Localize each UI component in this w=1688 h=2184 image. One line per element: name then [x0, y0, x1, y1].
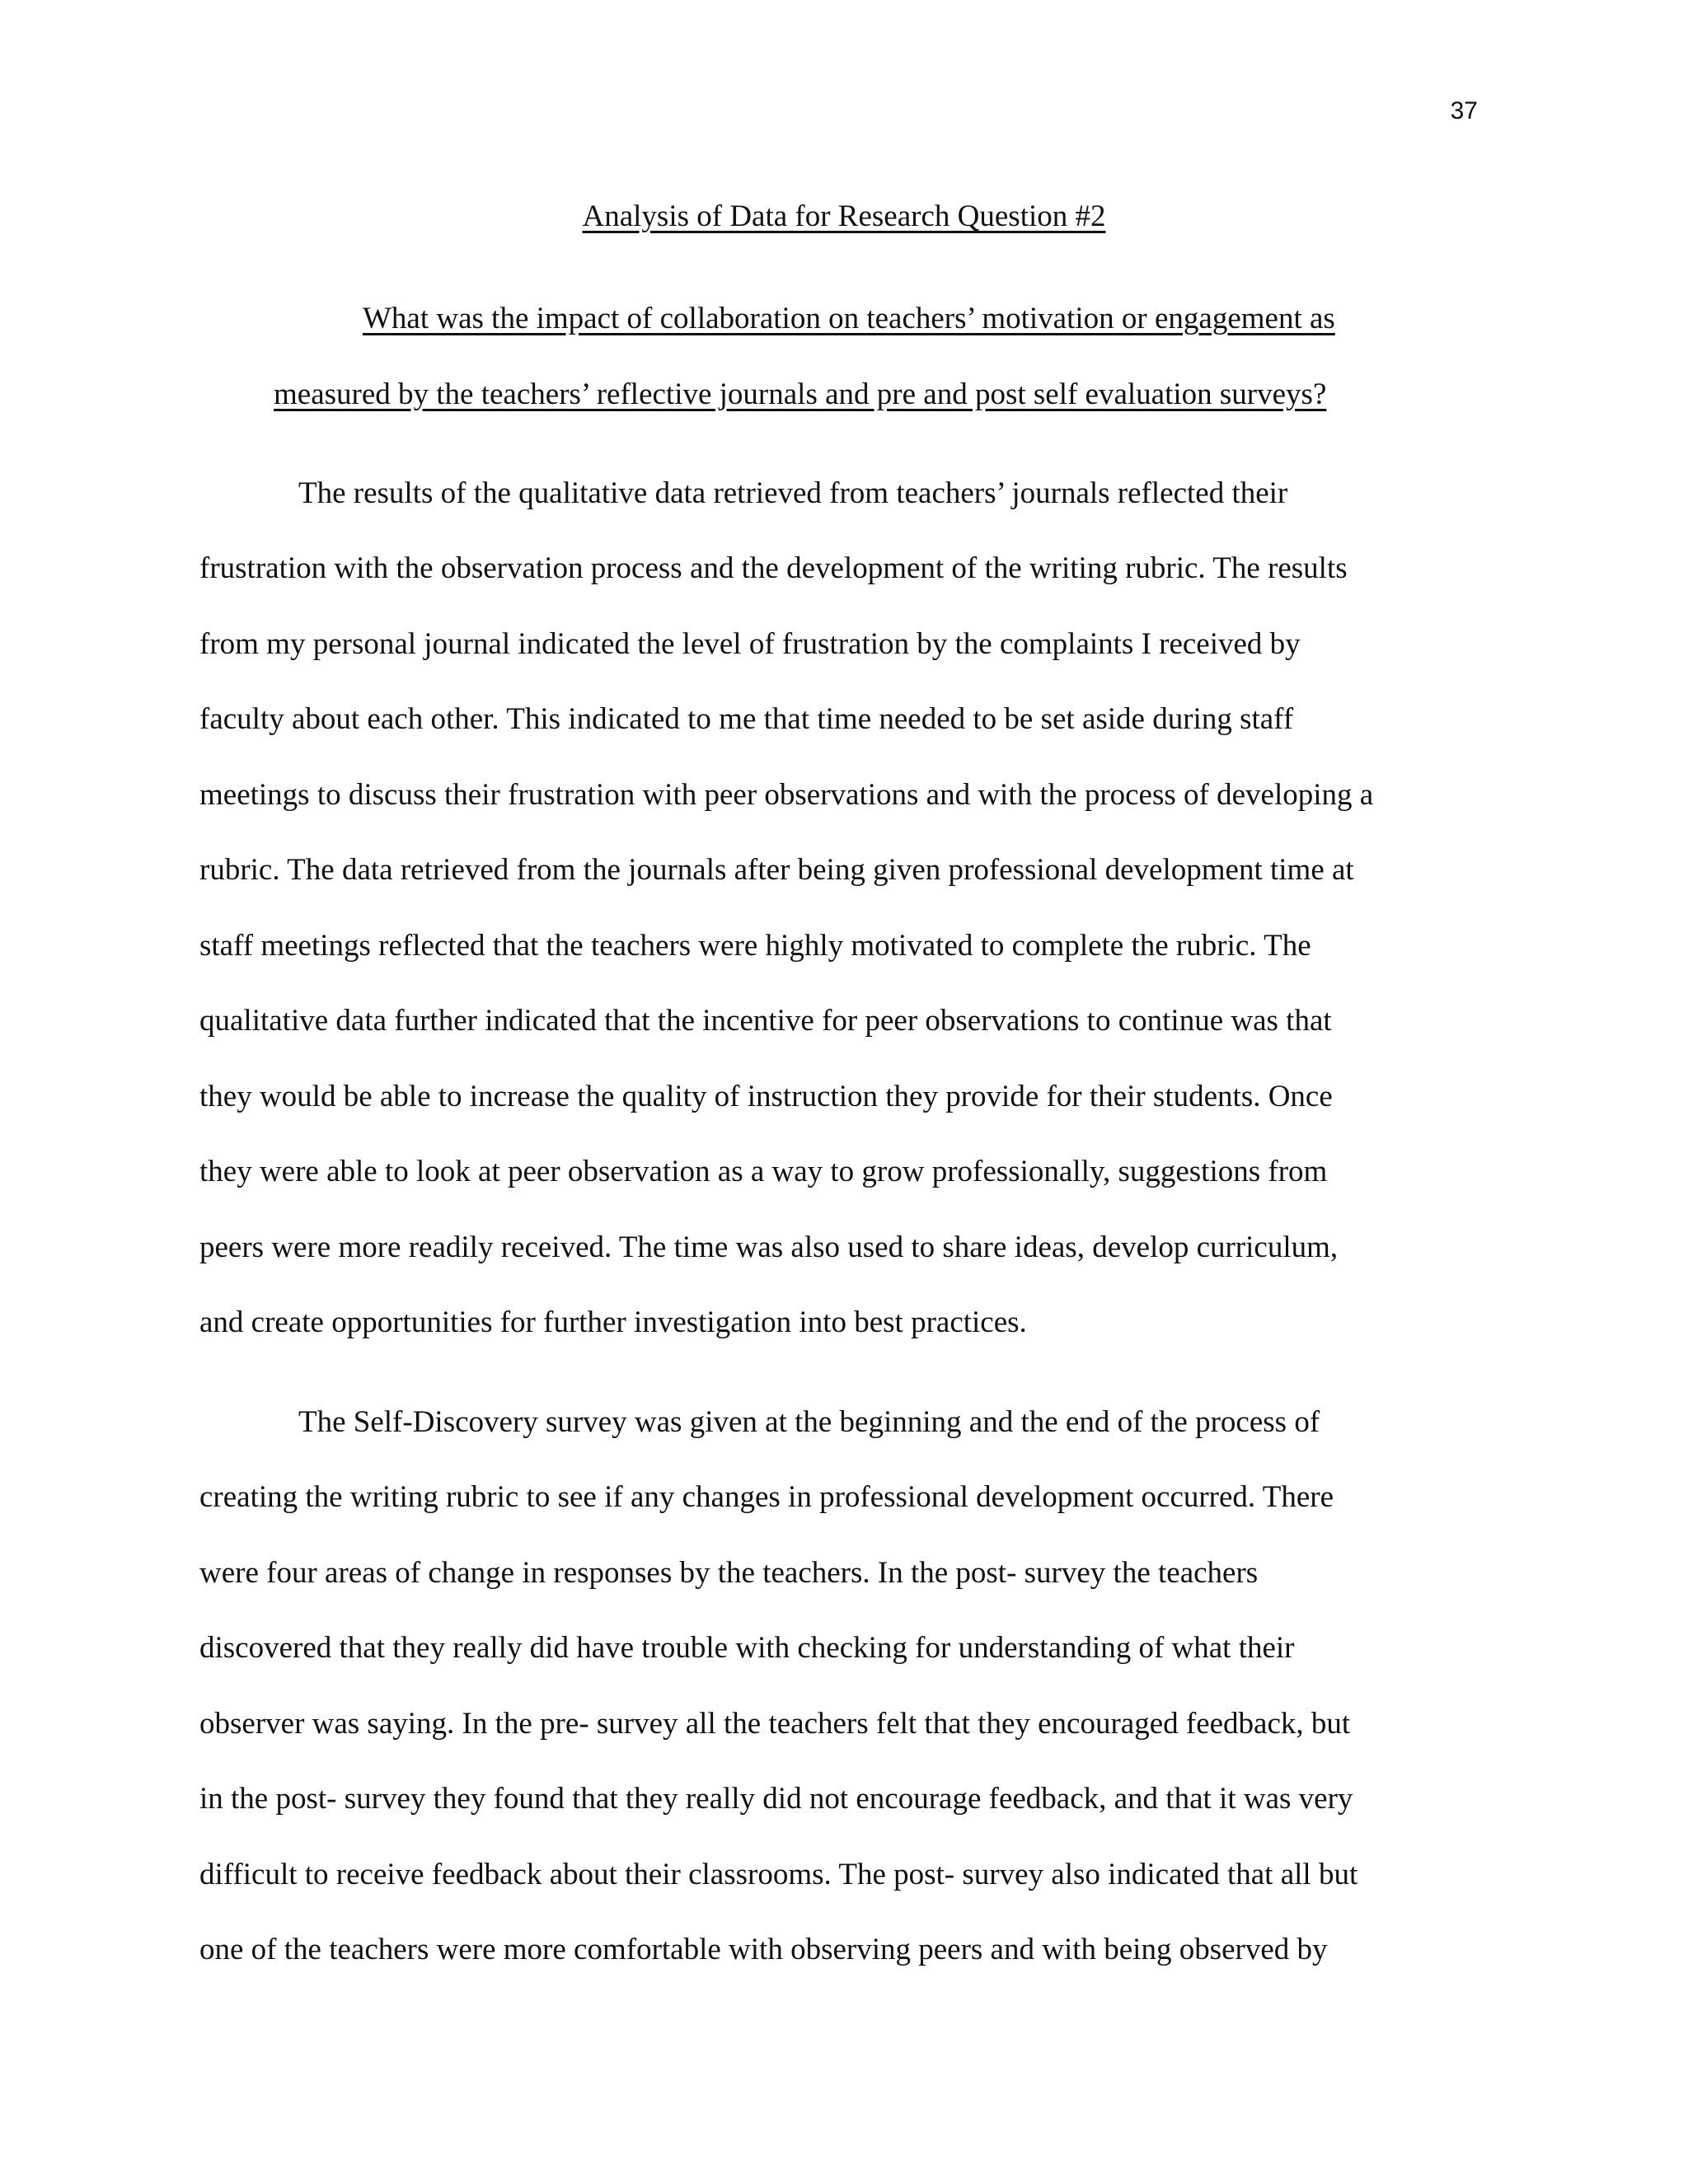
section-heading: Analysis of Data for Research Question #2 — [582, 199, 1106, 233]
paragraph-2-line-3: were four areas of change in responses by the teachers. In the post- survey the teachers — [199, 1556, 1259, 1590]
page-number: 37 — [1450, 97, 1478, 124]
paragraph-2-line-1: The Self-Discovery survey was given at the beginning and the end of the process of — [298, 1405, 1320, 1439]
paragraph-1-line-12: and create opportunities for further investigation into best practices. — [199, 1305, 1027, 1339]
paragraph-1-line-1: The results of the qualitative data retrieved from teachers’ journals reflected their — [298, 476, 1288, 510]
paragraph-2-line-8: one of the teachers were more comfortable with observing peers and with being observed by — [199, 1933, 1328, 1966]
research-question-line-1: What was the impact of collaboration on teachers’ motivation or engagement as — [363, 302, 1335, 335]
paragraph-2-line-4: discovered that they really did have trouble with checking for understanding of what their — [199, 1631, 1295, 1665]
paragraph-1-line-2: frustration with the observation process and the development of the writing rubric. The results — [199, 551, 1348, 585]
paragraph-1-line-6: rubric. The data retrieved from the journals after being given professional development time at — [199, 853, 1354, 887]
paragraph-2-line-6: in the post- survey they found that they really did not encourage feedback, and that it was very — [199, 1782, 1353, 1816]
paragraph-2-line-5: observer was saying. In the pre- survey all the teachers felt that they encouraged feedback, but — [199, 1707, 1351, 1741]
paragraph-2-line-7: difficult to receive feedback about their classrooms. The post- survey also indicated that all but — [199, 1858, 1358, 1891]
paragraph-2-line-2: creating the writing rubric to see if any changes in professional development occurred. There — [199, 1480, 1334, 1514]
paragraph-1-line-9: they would be able to increase the quality of instruction they provide for their students. Once — [199, 1080, 1333, 1113]
paragraph-1-line-10: they were able to look at peer observation as a way to grow professionally, suggestions from — [199, 1155, 1328, 1188]
paragraph-1-line-5: meetings to discuss their frustration with peer observations and with the process of developing a — [199, 778, 1374, 812]
paragraph-1-line-4: faculty about each other. This indicated to me that time needed to be set aside during staff — [199, 702, 1294, 736]
paragraph-1-line-8: qualitative data further indicated that the incentive for peer observations to continue was that — [199, 1004, 1332, 1038]
paragraph-1-line-3: from my personal journal indicated the level of frustration by the complaints I received by — [199, 627, 1301, 661]
paragraph-1-line-7: staff meetings reflected that the teachers were highly motivated to complete the rubric. The — [199, 929, 1311, 963]
paragraph-1-line-11: peers were more readily received. The time was also used to share ideas, develop curriculum, — [199, 1230, 1339, 1264]
research-question-line-2: measured by the teachers’ reflective journals and pre and post self evaluation surveys? — [274, 377, 1327, 411]
